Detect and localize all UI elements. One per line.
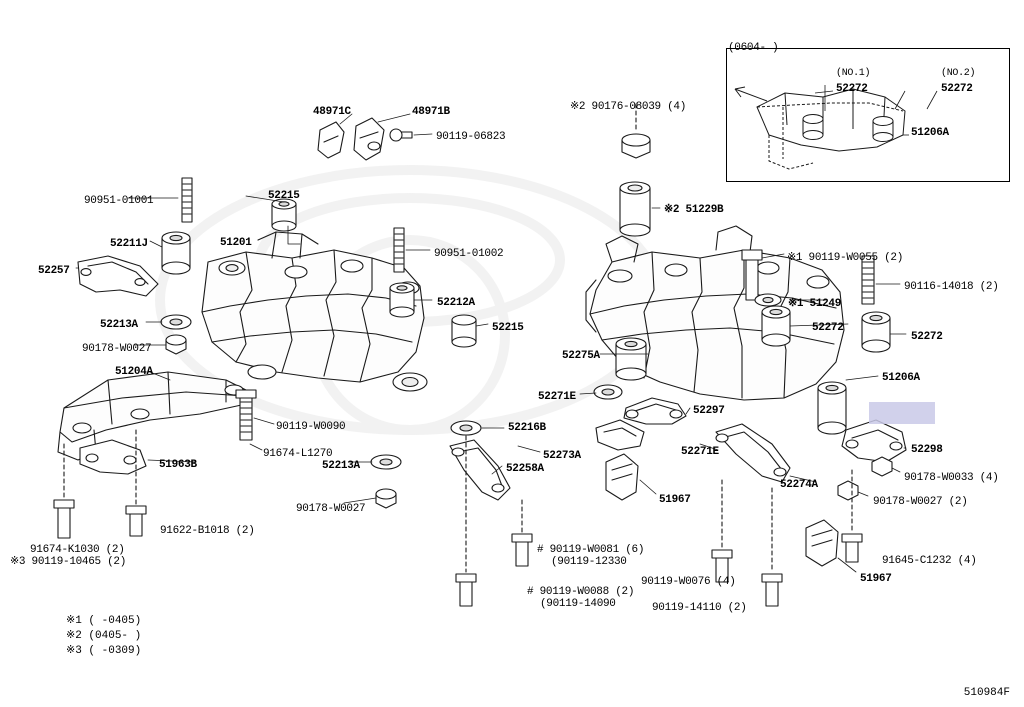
- part-91674-K1030-bolt: [54, 500, 74, 538]
- part-90178-W0027-nut-left: [166, 335, 186, 354]
- part-90951-01001-stud: [182, 178, 192, 222]
- callout-90178-W0027-center[interactable]: 90178-W0027: [296, 503, 366, 515]
- callout-51963B[interactable]: 51963B: [159, 459, 197, 471]
- callout-90951-01002[interactable]: 90951-01002: [434, 248, 504, 260]
- callout-90119-10465[interactable]: ※3 90119-10465 (2): [10, 556, 127, 568]
- callout-90119-W0090[interactable]: 90119-W0090: [276, 421, 346, 433]
- part-51249-washer: [755, 294, 781, 306]
- callout-91674-L1270[interactable]: 91674-L1270: [263, 448, 333, 460]
- callout-52215-lower[interactable]: 52215: [492, 322, 524, 334]
- callout-52211J[interactable]: 52211J: [110, 238, 148, 250]
- inset-date-range: (0604- ): [728, 42, 779, 54]
- callout-52258A[interactable]: 52258A: [506, 463, 544, 475]
- part-52297-upper-arm: [624, 398, 686, 424]
- callout-51229B[interactable]: ※2 51229B: [664, 204, 724, 216]
- callout-51967-right[interactable]: 51967: [860, 573, 892, 585]
- callout-90119-06823[interactable]: 90119-06823: [436, 131, 506, 143]
- callout-52212A[interactable]: 52212A: [437, 297, 475, 309]
- part-52216B-washer: [451, 421, 481, 435]
- callout-90178-W0033[interactable]: 90178-W0033 (4): [904, 472, 999, 484]
- part-90119-W0081-bolt: [512, 534, 532, 566]
- callout-90178-W0027-right[interactable]: 90178-W0027 (2): [873, 496, 968, 508]
- callout-52271E-left[interactable]: 52271E: [538, 391, 576, 403]
- callout-90119-W0055[interactable]: ※1 90119-W0055 (2): [787, 252, 904, 264]
- part-90119-06823-bolt: [390, 129, 412, 141]
- part-48971B-bracket: [354, 118, 384, 160]
- callout-91674-K1030[interactable]: 91674-K1030 (2): [30, 544, 125, 556]
- callout-52272-right[interactable]: 52272: [911, 331, 943, 343]
- callout-51201[interactable]: 51201: [220, 237, 252, 249]
- callout-52257[interactable]: 52257: [38, 265, 70, 277]
- callout-90119-W0081[interactable]: # 90119-W0081 (6): [537, 544, 645, 556]
- part-52213A-washer-left: [161, 315, 191, 329]
- callout-90119-14110[interactable]: 90119-14110 (2): [652, 602, 747, 614]
- callout-90176-08039[interactable]: ※2 90176-08039 (4): [570, 101, 687, 113]
- callout-52271E-right[interactable]: 52271E: [681, 446, 719, 458]
- footnote-1: ※1 ( -0405): [66, 615, 142, 627]
- callout-90951-01001[interactable]: 90951-01001: [84, 195, 154, 207]
- part-52272-bushing-left: [762, 306, 790, 346]
- part-90176-08039-nut: [622, 134, 650, 158]
- sheet-code: 510984F: [963, 687, 1010, 699]
- part-52258A-arm: [450, 440, 510, 500]
- part-91645-C1232-bolt: [842, 534, 862, 562]
- inset-no2-tag: (NO.2): [941, 68, 976, 79]
- callout-90119-W0076[interactable]: 90119-W0076 (4): [641, 576, 736, 588]
- callout-51967-left[interactable]: 51967: [659, 494, 691, 506]
- callout-52216B[interactable]: 52216B: [508, 422, 546, 434]
- callout-52272-left[interactable]: 52272: [812, 322, 844, 334]
- callout-52275A[interactable]: 52275A: [562, 350, 600, 362]
- part-90178-W0027-nut-center: [376, 489, 396, 508]
- part-52271E-bushing-left: [594, 385, 622, 399]
- callout-52274A[interactable]: 52274A: [780, 479, 818, 491]
- callout-48971B[interactable]: 48971B: [412, 106, 450, 118]
- part-51229B-damper: [620, 182, 650, 236]
- callout-91645-C1232[interactable]: 91645-C1232 (4): [882, 555, 977, 567]
- inset-part-52272-no2[interactable]: 52272: [941, 83, 973, 95]
- callout-52273A[interactable]: 52273A: [543, 450, 581, 462]
- part-52212A-bushing: [390, 283, 414, 317]
- callout-90178-W0027-left[interactable]: 90178-W0027: [82, 343, 152, 355]
- part-52275A-bushing: [616, 338, 646, 380]
- callout-90119-12330[interactable]: (90119-12330: [551, 556, 627, 568]
- part-52257-brace: [78, 256, 158, 296]
- part-90951-01002-stud: [394, 228, 404, 272]
- callout-52213A-center[interactable]: 52213A: [322, 460, 360, 472]
- callout-48971C[interactable]: 48971C: [313, 106, 351, 118]
- part-90119-W0090-bolt: [236, 390, 256, 440]
- part-52215-bushing-upper: [272, 199, 296, 231]
- part-90178-W0027-nut-right: [838, 481, 858, 500]
- callout-51204A[interactable]: 51204A: [115, 366, 153, 378]
- footnote-3: ※3 ( -0309): [66, 645, 142, 657]
- footnotes-block: [66, 614, 141, 659]
- part-48971C-bracket: [318, 122, 344, 158]
- part-52215-bushing-lower: [452, 315, 476, 347]
- part-91622-B1018-bolt: [126, 506, 146, 536]
- part-52272-bushing-right: [862, 312, 890, 352]
- part-51967-bracket-right: [806, 520, 838, 566]
- part-52271E-bushing-right: [818, 382, 846, 434]
- callout-90119-W0088[interactable]: # 90119-W0088 (2): [527, 586, 635, 598]
- callout-91622-B1018[interactable]: 91622-B1018 (2): [160, 525, 255, 537]
- inset-part-52272-no1[interactable]: 52272: [836, 83, 868, 95]
- callout-90116-14018[interactable]: 90116-14018 (2): [904, 281, 999, 293]
- callout-52213A-left[interactable]: 52213A: [100, 319, 138, 331]
- part-52213A-washer-center: [371, 455, 401, 469]
- footnote-2: ※2 (0405- ): [66, 630, 142, 642]
- part-52211J-bushing: [162, 232, 190, 274]
- part-52298-arm: [842, 420, 906, 462]
- callout-51249[interactable]: ※1 51249: [788, 298, 842, 310]
- callout-51206A[interactable]: 51206A: [882, 372, 920, 384]
- callout-52298[interactable]: 52298: [911, 444, 943, 456]
- callout-52215-upper[interactable]: 52215: [268, 190, 300, 202]
- highlight-selected-part: [869, 402, 935, 424]
- inset-no1-tag: (NO.1): [836, 68, 871, 79]
- callout-90119-14090[interactable]: (90119-14090: [540, 598, 616, 610]
- part-90119-W0088-bolt: [456, 574, 476, 606]
- part-52274A-trailing-arm: [716, 424, 790, 482]
- callout-52297[interactable]: 52297: [693, 405, 725, 417]
- inset-part-51206A[interactable]: 51206A: [911, 127, 949, 139]
- part-51967-bracket-left: [606, 454, 638, 500]
- part-90119-14110-bolt: [762, 574, 782, 606]
- part-52273A-bracket: [596, 420, 644, 450]
